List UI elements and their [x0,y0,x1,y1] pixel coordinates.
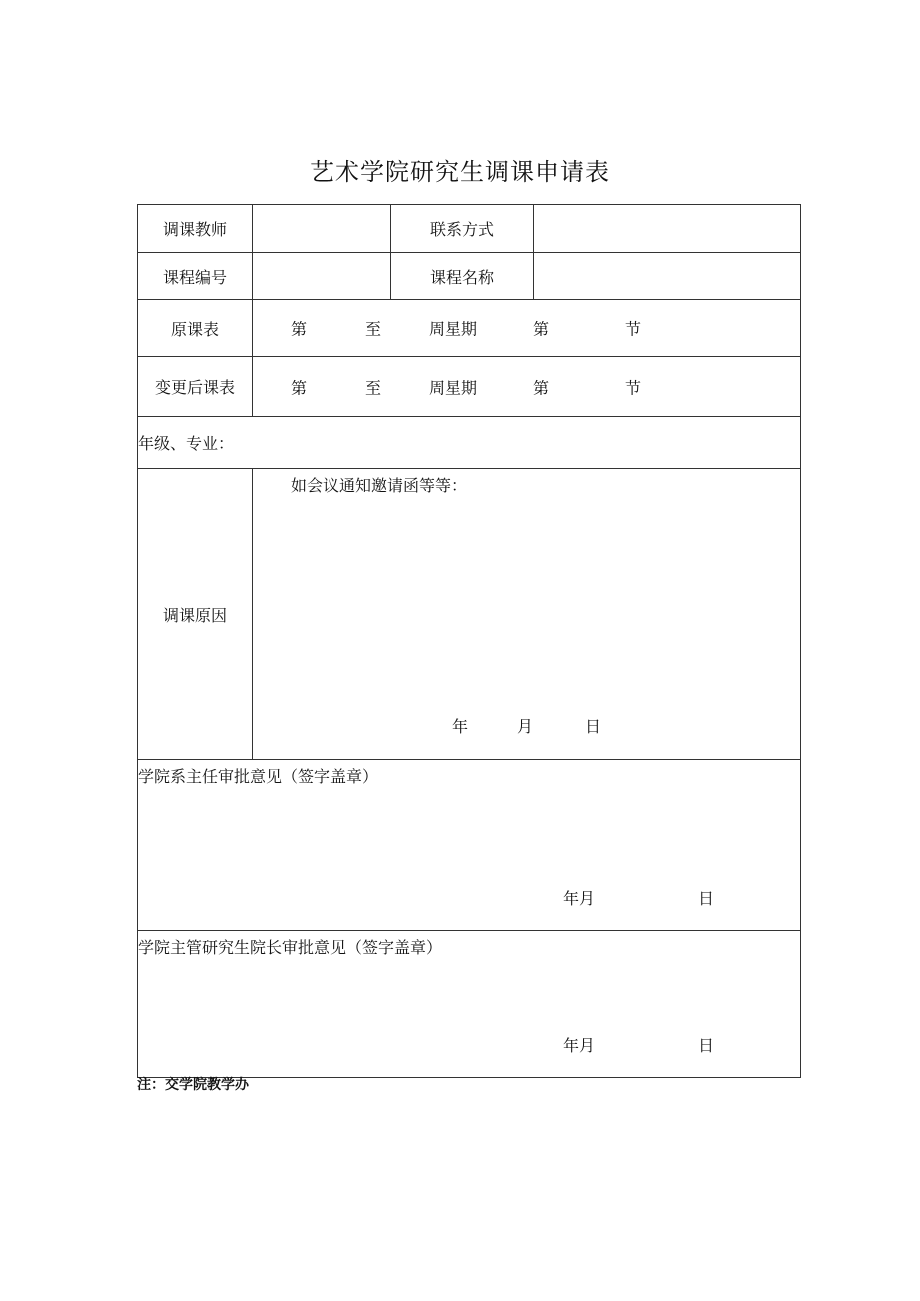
reason-field[interactable] [253,469,801,760]
teacher-label: 调课教师 [138,205,253,253]
row-grade-major [138,417,801,469]
week-to-label: 至 [365,319,382,339]
reason-date-year: 年 [452,717,469,736]
course-number-label: 课程编号 [138,253,253,300]
dean-approval-label: 学院主管研究生院长审批意见（签字盖章） [138,938,443,957]
reason-date-month: 月 [517,717,534,736]
course-name-label: 课程名称 [391,253,534,300]
row-course [138,253,801,300]
contact-value-field[interactable] [534,205,801,253]
period-from-label: 第 [533,378,550,397]
weekday-label: 周星期 [429,319,478,339]
dept-head-approval-label: 学院系主任审批意见（签字盖章） [138,767,379,786]
period-unit-label: 节 [625,319,642,339]
dean-approval-field[interactable] [138,931,801,1078]
changed-schedule-label: 变更后课表 [138,357,253,417]
week-from-label: 第 [291,319,308,339]
dept-date-year-month: 年月 [563,889,596,908]
period-unit-label: 节 [625,378,642,397]
grade-major-field[interactable] [138,417,801,469]
dept-head-approval-field[interactable] [138,760,801,931]
contact-label: 联系方式 [391,205,534,253]
original-schedule-label: 原课表 [138,300,253,357]
course-name-field[interactable] [534,253,801,300]
application-form-table [137,204,801,1078]
week-to-label: 至 [365,378,382,397]
period-from-label: 第 [533,319,550,339]
weekday-label: 周星期 [429,378,478,397]
grade-major-label: 年级、专业： [138,434,235,453]
row-teacher [138,205,801,253]
row-reason [138,469,801,760]
week-from-label: 第 [291,378,308,397]
reason-hint: 如会议通知邀请函等等： [291,476,468,495]
reason-label: 调课原因 [138,469,253,760]
row-changed-schedule [138,357,801,417]
teacher-value-field[interactable] [253,205,391,253]
dept-date-day: 日 [698,889,715,908]
dean-date-year-month: 年月 [563,1036,596,1055]
reason-date-day: 日 [585,717,602,736]
original-schedule-field[interactable] [253,300,801,357]
row-dept-head-approval [138,760,801,931]
row-original-schedule [138,300,801,357]
course-number-field[interactable] [253,253,391,300]
dean-date-day: 日 [698,1036,715,1055]
footnote: 注：交学院教学办 [137,1077,249,1093]
row-dean-approval [138,931,801,1078]
form-title: 艺术学院研究生调课申请表 [310,158,610,186]
changed-schedule-field[interactable] [253,357,801,417]
